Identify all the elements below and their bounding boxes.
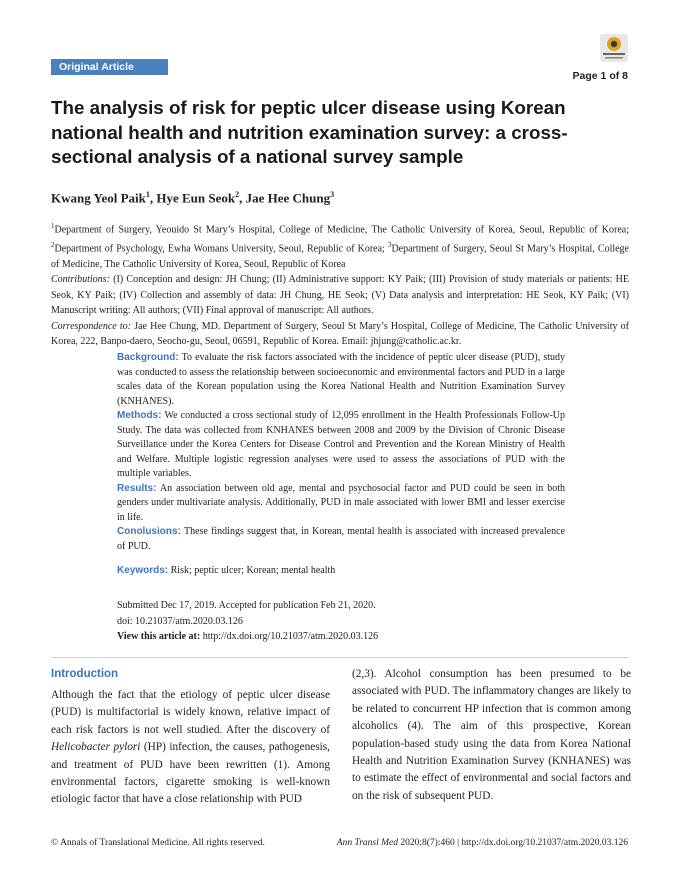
- copyright-footer: © Annals of Translational Medicine. All rights reserved.: [51, 838, 265, 848]
- abstract-methods: Methods: We conducted a cross sectional study of 12,095 enrollment in the Health Professionals Follow-Up Study. The data was collected from KNHANES between 2008 and 2009 by the Division of Chronic Disease Surveillance under the Korea Centers for Disease Control and Prevention and the Korean Ministry of Health and Welfare. Multiple logistic regression analyses were used to assess the associations of PUD with the multiple variables.: [117, 410, 565, 479]
- introduction-heading: Introduction: [51, 668, 119, 680]
- affiliations-block: [51, 219, 629, 350]
- intro-column-left: Although the fact that the etiology of peptic ulcer disease (PUD) is multifactorial is widely known, relative impact of each risk factors is not well studied. After the discovery of Helicobacter pylori (HP) infection, the causes, pathogenesis, and treatment of PUD have been rewritten (1). Among environmental factors, cigarette smoking is well-known etiologic factor that have a close relationship with PUD: [51, 689, 331, 806]
- author-name: Jae Hee Chung: [245, 190, 331, 206]
- view-article-link[interactable]: View this article at: http://dx.doi.org/10.21037/atm.2020.03.126: [117, 631, 379, 642]
- correspondence: Correspondence to: Jae Hee Chung, MD. Department of Surgery, Seoul St Mary’s Hospital, College of Medicine, The Catholic University of Korea, 222, Banpo-daero, Seocho-gu, Seoul, 06591, Republic of Korea. Email: jhjung@catholic.ac.kr.: [51, 320, 629, 348]
- author-name: Kwang Yeol Paik: [51, 190, 146, 206]
- submission-info: [117, 598, 378, 645]
- abstract: [117, 351, 565, 579]
- affiliation-lines: $^1$Department of Surgery, Yeouido St Mary’s Hospital, College of Medicine, The Catholic University of Korea, Seoul, Republic of Korea; $^2$Department of Psychology, Ewha Womans University, Seoul, Republic of Korea; $^3$Department of Surgery, Seoul St Mary’s Hospital, College of Medicine, The Catholic University of Korea, Seoul, Republic of Korea: [51, 222, 630, 270]
- section-divider: [51, 657, 629, 658]
- intro-column-right: (2,3). Alcohol consumption has been presumed to be associated with PUD. The inflammatory changes are likely to be related to concurrent HP infection that is common among alcoholics (4). The aim of this prospective, Korean population-based study using the data from Korea National Health and Nutrition Examination Survey (KNHANES) was to estimate the effect of environmental and social factors and on the risk of subsequent PUD.: [352, 668, 631, 802]
- doi[interactable]: doi: 10.21037/atm.2020.03.126: [117, 615, 243, 627]
- author-list: Kwang Yeol Paik$^1$, Hye Eun Seok$^2$, Jae Hee Chung$^3$: [51, 190, 335, 206]
- contributions: Contributions: (I) Conception and design: JH Chung; (II) Administrative support: KY Paik; (III) Provision of study materials or patients: HE Seok, KY Paik; (IV) Collection and assembly of data: JH Chung, HE Seok; (V) Data analysis and interpretation: HE Seok, KY Paik; (VI) Manuscript writing: All authors; (VII) Final approval of manuscript: All authors.: [51, 274, 629, 317]
- article-title: The analysis of risk for peptic ulcer disease using Korean national health and nutrition examination survey: a cross-sectional analysis of a national survey sample: [51, 97, 568, 167]
- abstract-results: Results: An association between old age, mental and psychosocial factor and PUD could be seen in both genders under multivariate analysis. Additionally, PUD in male associated with lower BMI and lesser exercise in life.: [117, 482, 565, 523]
- abstract-background: Background: To evaluate the risk factors associated with the incidence of peptic ulcer disease (PUD), study was conducted to assess the relationship between socioeconomic and environmental factors and PUD in a large scales data of the Korean population using the Korea National Health and Nutrition Examination Survey (KNHANES).: [117, 352, 565, 407]
- abstract-conclusions: Conolusions: These findings suggest that, in Korean, mental health is associated with increased prevalence of PUD.: [117, 526, 565, 552]
- check-for-updates-icon[interactable]: [600, 34, 628, 62]
- page-number: Page 1 of 8: [572, 70, 628, 82]
- citation-footer: Ann Transl Med 2020;8(7):460 | http://dx.doi.org/10.21037/atm.2020.03.126: [336, 838, 628, 848]
- article-type-badge: Original Article: [51, 59, 168, 75]
- submission-dates: Submitted Dec 17, 2019. Accepted for publication Feb 21, 2020.: [117, 600, 376, 611]
- author-name: Hye Eun Seok: [156, 190, 236, 206]
- keywords: Keywords: Risk; peptic ulcer; Korean; mental health: [117, 565, 336, 576]
